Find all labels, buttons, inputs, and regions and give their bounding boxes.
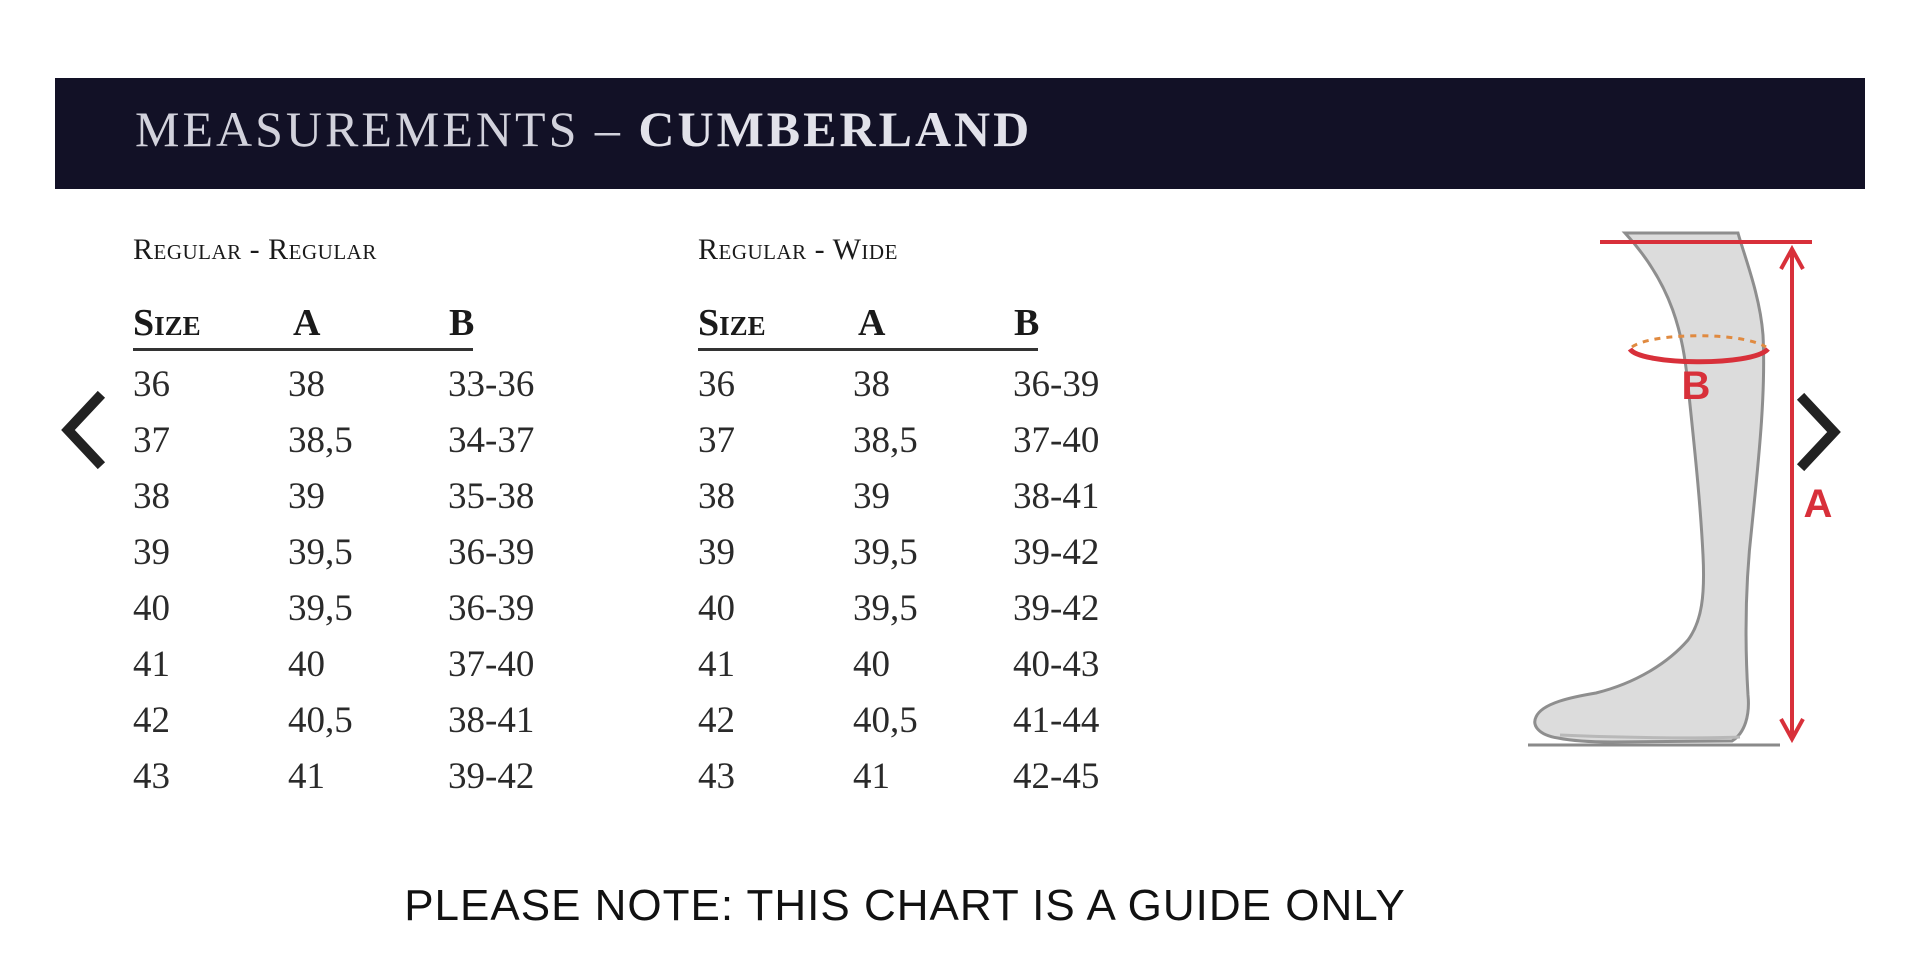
cell-size: 38 bbox=[133, 476, 170, 517]
leg-illustration bbox=[1440, 225, 1840, 755]
cell-size: 39 bbox=[133, 532, 170, 573]
cell-a: 38,5 bbox=[853, 420, 918, 461]
column-header-a: A bbox=[293, 302, 321, 344]
cell-size: 37 bbox=[698, 420, 735, 461]
table-body bbox=[133, 357, 573, 805]
cell-a: 41 bbox=[853, 756, 890, 797]
header-bar bbox=[55, 78, 1865, 189]
table-row bbox=[133, 749, 573, 805]
cell-b: 35-38 bbox=[448, 476, 535, 517]
cell-a: 39,5 bbox=[853, 588, 918, 629]
cell-size: 39 bbox=[698, 532, 735, 573]
table-title: Regular - Regular bbox=[133, 233, 377, 266]
cell-b: 41-44 bbox=[1013, 700, 1100, 741]
cell-b: 36-39 bbox=[1013, 364, 1100, 405]
cell-a: 40 bbox=[288, 644, 325, 685]
table-header bbox=[133, 298, 473, 351]
cell-b: 37-40 bbox=[1013, 420, 1100, 461]
label-a: A bbox=[1803, 482, 1833, 526]
column-header-b: B bbox=[1014, 302, 1040, 344]
cell-size: 36 bbox=[698, 364, 735, 405]
table-row bbox=[698, 749, 1138, 805]
cell-a: 41 bbox=[288, 756, 325, 797]
cell-a: 38,5 bbox=[288, 420, 353, 461]
disclaimer-note: PLEASE NOTE: THIS CHART IS A GUIDE ONLY bbox=[404, 881, 1406, 930]
cell-b: 36-39 bbox=[448, 532, 535, 573]
page-title-part1: MEASUREMENTS – bbox=[135, 101, 623, 157]
cell-size: 42 bbox=[698, 700, 735, 741]
cell-size: 41 bbox=[698, 644, 735, 685]
leg-silhouette bbox=[1535, 233, 1764, 742]
table-row bbox=[698, 357, 1138, 413]
cell-size: 40 bbox=[698, 588, 735, 629]
column-header-b: B bbox=[449, 302, 475, 344]
table-row bbox=[133, 525, 573, 581]
cell-b: 36-39 bbox=[448, 588, 535, 629]
cell-b: 39-42 bbox=[1013, 532, 1100, 573]
cell-a: 39,5 bbox=[288, 588, 353, 629]
cell-b: 40-43 bbox=[1013, 644, 1100, 685]
table-row bbox=[698, 693, 1138, 749]
leg-measurement-diagram bbox=[1440, 225, 1840, 755]
cell-size: 43 bbox=[698, 756, 735, 797]
table-row bbox=[133, 693, 573, 749]
size-table-regular-regular bbox=[133, 230, 573, 805]
page-title bbox=[135, 101, 1033, 157]
table-header bbox=[698, 298, 1038, 351]
table-row bbox=[133, 357, 573, 413]
cell-a: 40,5 bbox=[288, 700, 353, 741]
cell-b: 39-42 bbox=[1013, 588, 1100, 629]
cell-b: 38-41 bbox=[1013, 476, 1100, 517]
cell-b: 39-42 bbox=[448, 756, 535, 797]
cell-size: 41 bbox=[133, 644, 170, 685]
cell-size: 36 bbox=[133, 364, 170, 405]
cell-size: 42 bbox=[133, 700, 170, 741]
table-row bbox=[698, 525, 1138, 581]
table-row bbox=[698, 581, 1138, 637]
page-title-part2: CUMBERLAND bbox=[638, 101, 1033, 157]
cell-b: 33-36 bbox=[448, 364, 535, 405]
cell-size: 43 bbox=[133, 756, 170, 797]
table-row bbox=[133, 581, 573, 637]
cell-a: 38 bbox=[288, 364, 325, 405]
cell-b: 37-40 bbox=[448, 644, 535, 685]
chevron-left-icon bbox=[60, 390, 106, 470]
table-row bbox=[133, 469, 573, 525]
cell-size: 37 bbox=[133, 420, 170, 461]
prev-slide-button[interactable] bbox=[60, 390, 106, 470]
cell-a: 39 bbox=[853, 476, 890, 517]
column-header-size: Size bbox=[698, 302, 766, 344]
cell-a: 38 bbox=[853, 364, 890, 405]
label-b: B bbox=[1681, 364, 1711, 408]
table-body bbox=[698, 357, 1138, 805]
cell-a: 39,5 bbox=[288, 532, 353, 573]
cell-a: 39 bbox=[288, 476, 325, 517]
cell-a: 40 bbox=[853, 644, 890, 685]
cell-size: 38 bbox=[698, 476, 735, 517]
cell-a: 39,5 bbox=[853, 532, 918, 573]
column-header-a: A bbox=[858, 302, 886, 344]
table-row bbox=[698, 637, 1138, 693]
cell-b: 38-41 bbox=[448, 700, 535, 741]
table-row bbox=[133, 413, 573, 469]
table-title: Regular - Wide bbox=[698, 233, 898, 266]
cell-size: 40 bbox=[133, 588, 170, 629]
cell-b: 34-37 bbox=[448, 420, 535, 461]
cell-a: 40,5 bbox=[853, 700, 918, 741]
table-row bbox=[698, 413, 1138, 469]
table-row bbox=[698, 469, 1138, 525]
table-row bbox=[133, 637, 573, 693]
column-header-size: Size bbox=[133, 302, 201, 344]
cell-b: 42-45 bbox=[1013, 756, 1100, 797]
size-table-regular-wide bbox=[698, 230, 1138, 805]
